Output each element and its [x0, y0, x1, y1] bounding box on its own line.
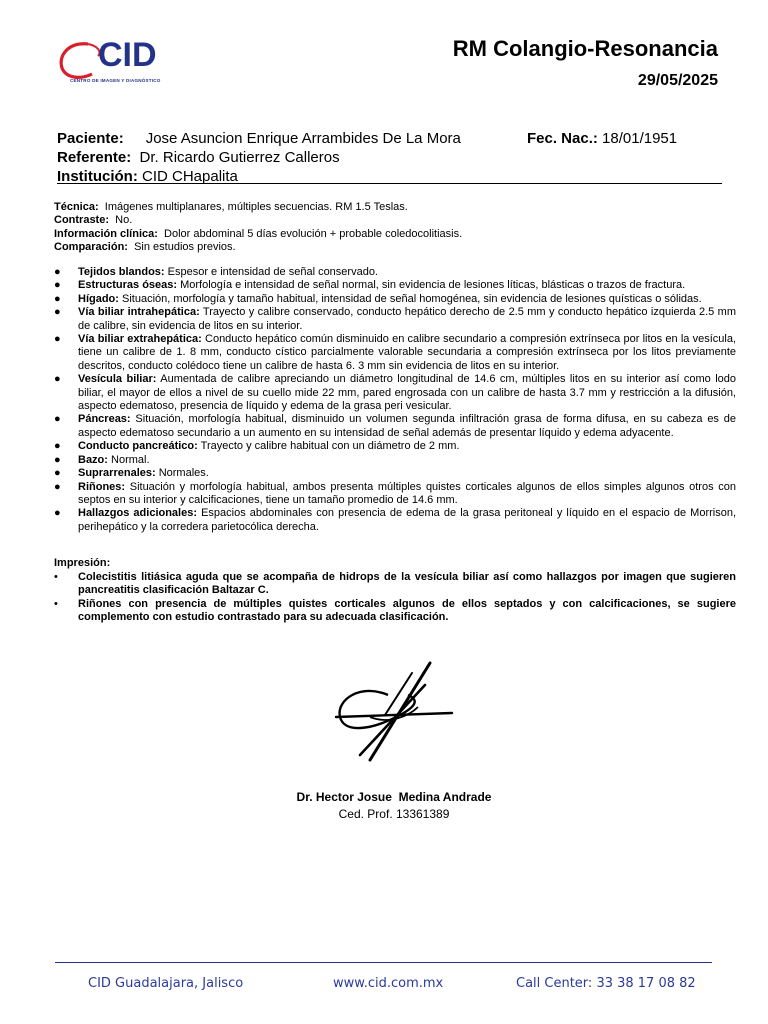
finding-label: Vía biliar intrahepática:	[78, 306, 200, 319]
clinical-info-line	[54, 228, 734, 241]
finding-label: Estructuras óseas:	[78, 279, 178, 292]
finding-text: Trayecto y calibre habitual con un diámetro de 2 mm.	[197, 440, 460, 453]
bullet-icon: ●	[54, 507, 61, 520]
finding-text: Normales.	[155, 467, 209, 480]
bullet-icon: ●	[54, 453, 61, 466]
clinical-info-label: Información clínica:	[54, 227, 158, 240]
cid-logo	[58, 38, 170, 88]
report-date: 29/05/2025	[637, 72, 718, 89]
finding-label: Tejidos blandos:	[78, 266, 165, 278]
finding-label: Hígado:	[78, 292, 119, 305]
finding-label: Hallazgos adicionales:	[78, 507, 198, 520]
list-item	[54, 333, 736, 373]
doctor-license: Ced. Prof. 13361389	[338, 807, 450, 821]
finding-text: Normal.	[107, 453, 150, 466]
contrast-label: Contraste:	[54, 214, 110, 227]
patient-label: Paciente:	[57, 130, 124, 147]
list-item	[54, 481, 736, 508]
birthdate-value: 18/01/1951	[602, 130, 678, 147]
bullet-icon: •	[54, 571, 58, 583]
institution-label: Institución:	[57, 168, 138, 185]
header-divider	[57, 183, 722, 184]
contrast-value: No.	[115, 214, 133, 227]
patient-row	[57, 129, 722, 148]
finding-label: Bazo:	[78, 453, 108, 466]
finding-label: Riñones:	[78, 480, 126, 493]
footer-phone: Call Center: 33 38 17 08 82	[516, 976, 696, 991]
logo-text: CID	[98, 36, 157, 74]
list-item	[54, 507, 736, 534]
finding-text: Aumentada de calibre apreciando un diámetro longitudinal de 14.6 cm, múltiples litos en su interior así como lodo biliar, el mayor de ellos a nivel de su cuello mide 22 mm, pared engrosada con un calibre de hasta 3.7 mm y restricción a la difusión, aspecto edematoso, presencia de líquido y edema de la grasa peri vesicular.	[78, 373, 736, 413]
list-item	[54, 440, 736, 453]
bullet-icon: •	[54, 597, 58, 610]
contrast-line	[54, 214, 734, 227]
doctor-name: Dr. Hector Josue Medina Andrade	[296, 790, 492, 804]
list-item	[54, 454, 736, 467]
comparison-value: Sin estudios previos.	[134, 241, 236, 254]
impression-text: Colecistitis litiásica aguda que se acompaña de hidrops de la vesícula biliar así como hallazgos por imagen que sugieren pancreatitis clasificación Baltazar C.	[78, 571, 736, 597]
bullet-icon: ●	[54, 292, 61, 305]
list-item	[54, 571, 736, 598]
clinical-info-value: Dolor abdominal 5 días evolución + probable coledocolitiasis.	[164, 227, 463, 240]
finding-label: Vesícula biliar:	[78, 373, 157, 386]
finding-text: Situación, morfología habitual, disminuido un volumen segunda infiltración grasa de forma difusa, en su cabeza es de aspecto edematoso secundario a un aumento en su intensidad de señal además de presentar líquido y edema adyacente.	[78, 413, 736, 439]
report-title: RM Colangio-Resonancia	[452, 36, 718, 61]
finding-label: Suprarrenales:	[78, 467, 156, 480]
technique-label: Técnica:	[54, 201, 99, 213]
finding-text: Espacios abdominales con presencia de edema de la grasa peritoneal y líquido en el espacio de Morrison, perihepático y la corredera parietocólica derecha.	[78, 507, 737, 533]
bullet-icon: ●	[54, 467, 61, 480]
bullet-icon: ●	[54, 413, 61, 426]
bullet-icon: ●	[54, 480, 61, 493]
comparison-label: Comparación:	[54, 241, 128, 254]
referrer-name: Dr. Ricardo Gutierrez Calleros	[139, 149, 340, 166]
patient-header	[57, 129, 722, 186]
bullet-icon: ●	[54, 306, 61, 319]
list-item	[54, 293, 736, 306]
technique-line	[54, 201, 734, 214]
study-info	[54, 201, 734, 255]
referrer-label: Referente:	[57, 149, 132, 166]
list-item	[54, 306, 736, 333]
logo-subtitle: CENTRO DE IMAGEN Y DIAGNÓSTICO	[70, 78, 161, 83]
bullet-icon: ●	[54, 279, 61, 292]
birthdate-label: Fec. Nac.:	[527, 130, 598, 147]
impression-list	[54, 571, 736, 625]
list-item	[54, 279, 736, 292]
finding-text: Situación y morfología habitual, ambos presenta múltiples quistes corticales algunos de ellos simples algunos otros con septos en su interior y calcificaciones, tiene un tamaño promedio de 14.6 mm.	[78, 480, 736, 506]
list-item	[54, 413, 736, 440]
institution-name: CID CHapalita	[142, 168, 238, 185]
finding-label: Vía biliar extrahepática:	[78, 333, 202, 346]
list-item	[54, 598, 736, 625]
finding-text: Conducto hepático común disminuido en calibre secundario a compresión extrínseca por litos en la vesícula, tiene un calibre de 1. 8 mm, conducto cístico parcialmente valorable secundaria a compresión extrínseca por los litos previamente descritos, conducto colédoco tiene un calibre de hasta 6. 3 mm sin evidencia de litos en su interior.	[78, 333, 736, 372]
list-item	[54, 266, 736, 279]
technique-value: Imágenes multiplanares, múltiples secuencias. RM 1.5 Teslas.	[104, 201, 408, 213]
bullet-icon: ●	[54, 440, 61, 453]
bullet-icon: ●	[54, 266, 61, 278]
footer-website-link[interactable]: www.cid.com.mx	[333, 976, 444, 991]
signature-image	[330, 655, 460, 770]
comparison-line	[54, 241, 734, 254]
findings-list	[54, 266, 736, 534]
finding-label: Conducto pancreático:	[78, 440, 198, 453]
list-item	[54, 467, 736, 480]
finding-text: Trayecto y calibre conservado, conducto hepático derecho de 2.5 mm y conducto hepático izquierda 2.5 mm de calibre, sin evidencia de litos en su interior.	[78, 306, 736, 332]
finding-label: Páncreas:	[78, 413, 131, 426]
footer-divider	[55, 962, 712, 963]
impression-text: Riñones con presencia de múltiples quistes corticales algunos de ellos septados y con calcificaciones, se sugiere complemento con estudio contrastado para su adecuada clasificación.	[78, 597, 736, 624]
impression-title: Impresión:	[54, 557, 111, 569]
finding-text: Morfología e intensidad de señal normal, sin evidencia de lesiones líticas, blásticas o trazos de fractura.	[177, 279, 686, 292]
finding-text: Situación, morfología y tamaño habitual, intensidad de señal homogénea, sin evidencia de lesiones quísticas o sólidas.	[118, 292, 702, 305]
patient-name: Jose Asuncion Enrique Arrambides De La Mora	[145, 130, 461, 147]
birthdate	[527, 129, 677, 148]
bullet-icon: ●	[54, 373, 61, 386]
bullet-icon: ●	[54, 333, 61, 346]
list-item	[54, 373, 736, 413]
finding-text: Espesor e intensidad de señal conservado.	[164, 266, 378, 278]
referrer-row	[57, 148, 722, 167]
footer-city: CID Guadalajara, Jalisco	[88, 976, 244, 991]
